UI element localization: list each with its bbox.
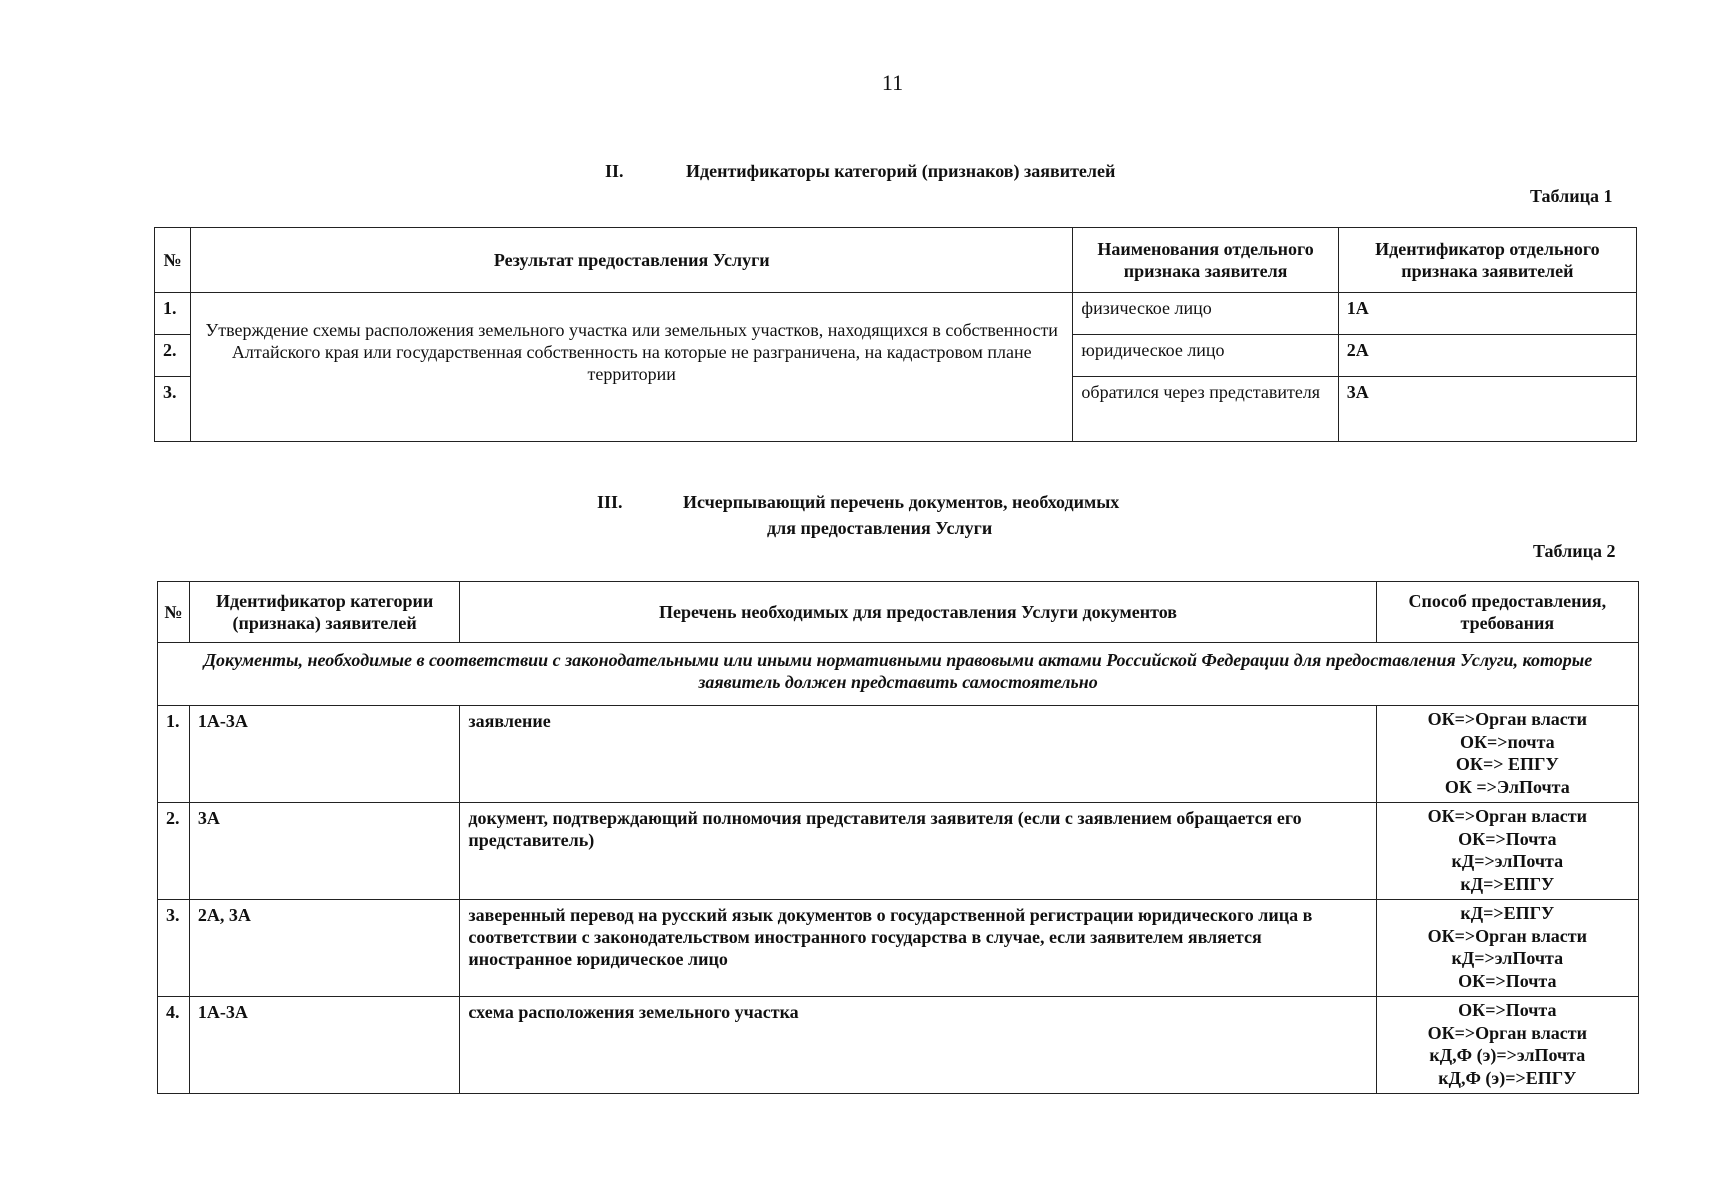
section-2-title: Идентификаторы категорий (признаков) заявителей <box>686 161 1116 181</box>
row-number: 2. <box>155 335 191 377</box>
row-number: 4. <box>158 997 190 1094</box>
method-item: ОК=>почта <box>1459 731 1555 752</box>
document-name: документ, подтверждающий полномочия представителя заявителя (если с заявлением обращается его представитель) <box>460 803 1376 900</box>
table-row <box>158 997 1639 1094</box>
row-number: 3. <box>155 377 191 442</box>
document-name: схема расположения земельного участка <box>460 997 1376 1094</box>
submission-methods <box>1376 706 1638 803</box>
attribute-id: 1А <box>1338 293 1636 335</box>
method-item: ОК=>Орган власти <box>1427 925 1588 946</box>
section-description: Документы, необходимые в соответствии с законодательными или иными нормативными правовыми актами Российской Федерации для предоставления Услуги, которые заявитель должен представить самостоятельно <box>158 643 1639 706</box>
attribute-name: юридическое лицо <box>1073 335 1338 377</box>
header-result: Результат предоставления Услуги <box>191 228 1073 293</box>
table-1-caption: Таблица 1 <box>1530 186 1613 206</box>
header-documents: Перечень необходимых для предоставления Услуги документов <box>460 582 1376 643</box>
submission-methods <box>1376 997 1638 1094</box>
table-header-row <box>155 228 1637 293</box>
table-header-row <box>158 582 1639 643</box>
header-number: № <box>158 582 190 643</box>
method-item: ОК=>Почта <box>1458 1000 1557 1020</box>
row-number: 3. <box>158 900 190 997</box>
section-3-title-line2: для предоставления Услуги <box>767 518 993 538</box>
header-attribute-id: Идентификатор отдельного признака заявителей <box>1338 228 1636 293</box>
table-row <box>158 900 1639 997</box>
attribute-id: 3А <box>1338 377 1636 442</box>
category-id: 1А-3А <box>189 997 460 1094</box>
section-2-number: II. <box>605 161 624 181</box>
method-item: ОК=>Орган власти <box>1427 709 1588 729</box>
method-item: ОК=>Орган власти <box>1427 1022 1588 1043</box>
header-attribute-name: Наименования отдельного признака заявителя <box>1073 228 1338 293</box>
method-item: кД=>элПочта <box>1451 948 1564 968</box>
table-row <box>158 706 1639 803</box>
submission-methods <box>1376 803 1638 900</box>
method-item: ОК =>ЭлПочта <box>1444 776 1570 797</box>
row-number: 1. <box>155 293 191 335</box>
table-row <box>155 293 1637 335</box>
category-id: 1А-3А <box>189 706 460 803</box>
method-item: ОК=>Орган власти <box>1427 806 1588 826</box>
header-method: Способ предоставления, требования <box>1376 582 1638 643</box>
submission-methods <box>1376 900 1638 997</box>
row-number: 1. <box>158 706 190 803</box>
section-3-title-line1: Исчерпывающий перечень документов, необходимых <box>683 492 1120 512</box>
method-item: ОК=>Почта <box>1458 828 1557 849</box>
document-name: заверенный перевод на русский язык документов о государственной регистрации юридического лица в соответствии с законодательством иностранного государства в случае, если заявителем является иностранное юридическое лицо <box>460 900 1376 997</box>
method-item: ОК=>Почта <box>1458 970 1557 991</box>
method-item: кД=>ЕПГУ <box>1460 873 1555 894</box>
method-item: кД,Ф (э)=>элПочта <box>1429 1045 1586 1065</box>
document-name: заявление <box>460 706 1376 803</box>
section-3-number: III. <box>597 492 623 512</box>
table-row <box>158 803 1639 900</box>
method-item: кД,Ф (э)=>ЕПГУ <box>1438 1067 1577 1088</box>
page-number: 11 <box>881 70 904 95</box>
table-2-caption: Таблица 2 <box>1533 541 1616 561</box>
identifiers-table <box>154 227 1637 442</box>
category-id: 2А, 3А <box>189 900 460 997</box>
header-number: № <box>155 228 191 293</box>
method-item: кД=>элПочта <box>1451 851 1564 871</box>
attribute-name: физическое лицо <box>1073 293 1338 335</box>
section-row <box>158 643 1639 706</box>
service-result: Утверждение схемы расположения земельного участка или земельных участков, находящихся в собственности Алтайского края или государственная собственность на которые не разграничена, на кадастровом плане территории <box>191 293 1073 442</box>
attribute-id: 2А <box>1338 335 1636 377</box>
category-id: 3А <box>189 803 460 900</box>
method-item: ОК=> ЕПГУ <box>1455 754 1559 774</box>
attribute-name: обратился через представителя <box>1073 377 1338 442</box>
method-item: кД=>ЕПГУ <box>1460 903 1555 923</box>
header-category: Идентификатор категории (признака) заявителей <box>189 582 460 643</box>
documents-table <box>157 581 1639 1094</box>
row-number: 2. <box>158 803 190 900</box>
